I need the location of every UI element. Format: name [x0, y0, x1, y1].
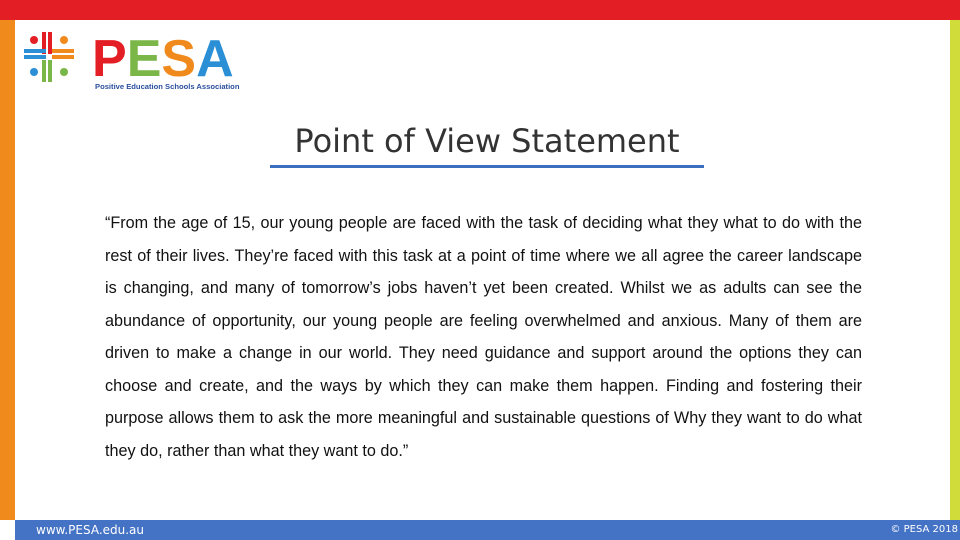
- title-container: [270, 118, 704, 164]
- left-accent-bar: [0, 20, 15, 520]
- footer-bar: [15, 520, 960, 540]
- top-accent-bar: [0, 0, 960, 20]
- footer-url: www.PESA.edu.au: [36, 523, 145, 537]
- title-underline: [270, 165, 704, 168]
- pesa-logo: [22, 28, 242, 94]
- footer-copyright: © PESA 2018: [890, 524, 958, 535]
- right-accent-bar: [950, 20, 960, 520]
- slide-title: Point of View Statement: [294, 122, 680, 160]
- pesa-wordmark: PESA: [92, 30, 234, 88]
- pesa-emblem-icon: [24, 32, 74, 82]
- point-of-view-quote: “From the age of 15, our young people are faced with the task of deciding what they what to do with the rest of their lives. They’re faced with this task at a point of time where we all agree the career landscape is changing, and many of tomorrow’s jobs haven’t yet been created. Whilst we as adults can see the abundance of opportunity, our young people are feeling overwhelmed and anxious. Many of them are driven to make a change in our world. They need guidance and support around the options they can choose and create, and the ways by which they can make them happen. Finding and fostering their purpose allows them to ask the more meaningful and sustainable questions of Why they want to do what they do, rather than what they want to do.”: [105, 214, 862, 460]
- pesa-tagline: Positive Education Schools Association: [95, 82, 240, 91]
